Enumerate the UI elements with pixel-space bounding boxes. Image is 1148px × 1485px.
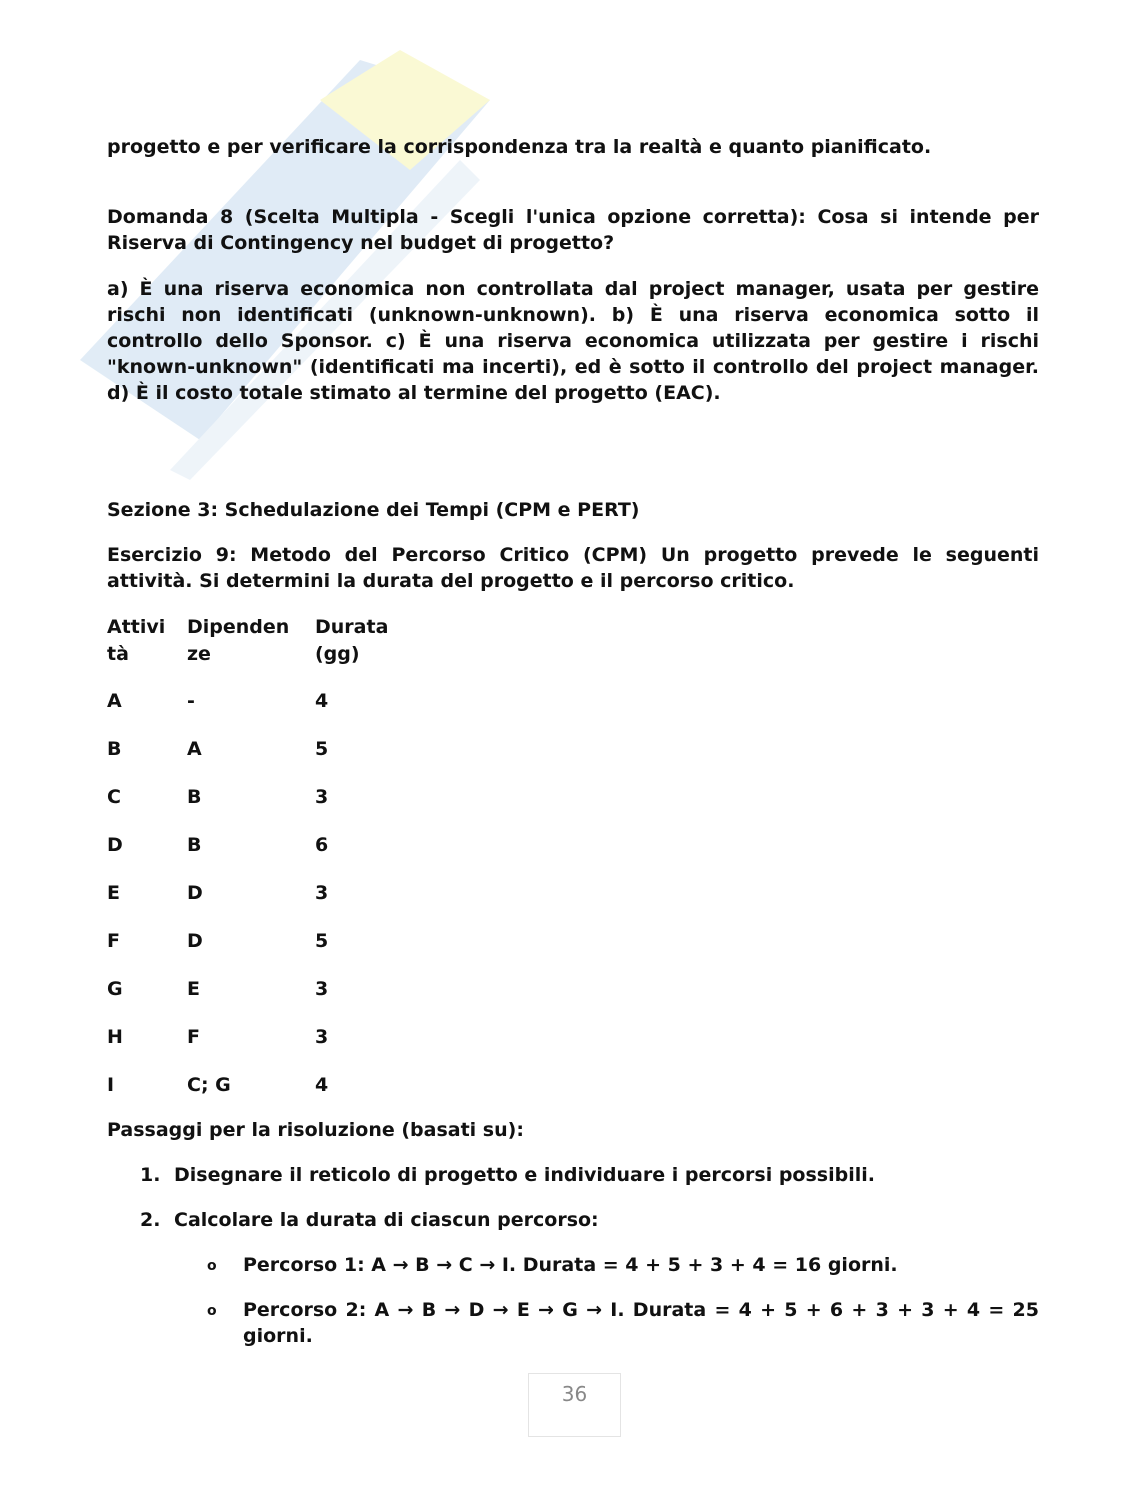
- table-cell: C: [107, 786, 121, 808]
- table-cell: A: [107, 690, 122, 712]
- table-cell: G: [107, 978, 123, 1000]
- table-header-cell: Attivi: [107, 616, 166, 638]
- table-header-cell: (gg): [315, 643, 360, 665]
- table-cell: 5: [315, 738, 329, 760]
- table-cell: B: [107, 738, 122, 760]
- table-cell: B: [187, 786, 202, 808]
- table-cell: 3: [315, 1026, 329, 1048]
- table-cell: -: [187, 690, 195, 712]
- watermark-logo: [60, 40, 540, 480]
- table-cell: E: [187, 978, 200, 1000]
- question-8: Domanda 8 (Scelta Multipla - Scegli l'unica opzione corretta): Cosa si intende per Riserva di Contingency nel budget di progetto?: [107, 206, 1039, 254]
- table-cell: D: [187, 882, 203, 904]
- bullet-icon: o: [207, 1258, 217, 1274]
- table-cell: F: [107, 930, 120, 952]
- bullet-icon: o: [207, 1303, 217, 1319]
- steps-title: Passaggi per la risoluzione (basati su):: [107, 1119, 524, 1141]
- exercise-9: Esercizio 9: Metodo del Percorso Critico (CPM) Un progetto prevede le seguenti attività. Si determini la durata del progetto e il percorso critico.: [107, 544, 1039, 592]
- table-header-cell: Dipenden: [187, 616, 290, 638]
- table-cell: 4: [315, 1074, 329, 1096]
- table-cell: E: [107, 882, 120, 904]
- table-cell: 3: [315, 786, 329, 808]
- table-header-cell: Durata: [315, 616, 389, 638]
- table-cell: D: [107, 834, 123, 856]
- page-number: 36: [561, 1382, 588, 1406]
- path-item: Percorso 1: A → B → C → I. Durata = 4 + 5 + 3 + 4 = 16 giorni.: [243, 1254, 898, 1276]
- path-item: Percorso 2: A → B → D → E → G → I. Durata = 4 + 5 + 6 + 3 + 3 + 4 = 25 giorni.: [243, 1299, 1039, 1347]
- table-cell: D: [187, 930, 203, 952]
- table-cell: I: [107, 1074, 115, 1096]
- table-cell: F: [187, 1026, 200, 1048]
- table-header-cell: ze: [187, 643, 211, 665]
- table-cell: A: [187, 738, 202, 760]
- table-cell: 6: [315, 834, 329, 856]
- step-text: Disegnare il reticolo di progetto e individuare i percorsi possibili.: [174, 1164, 875, 1186]
- table-cell: 3: [315, 978, 329, 1000]
- table-header-cell: tà: [107, 643, 129, 665]
- question-8-options: a) È una riserva economica non controllata dal project manager, usata per gestire rischi non identificati (unknown-unknown). b) È una riserva economica sotto il controllo dello Sponsor. c) È una riserva economica utilizzata per gestire i rischi "known-unknown" (identificati ma incerti), ed è sotto il controllo del project manager. d) È il costo totale stimato al termine del progetto (EAC).: [107, 278, 1039, 404]
- table-cell: H: [107, 1026, 123, 1048]
- step-number: 2.: [140, 1209, 161, 1231]
- table-cell: 3: [315, 882, 329, 904]
- step-number: 1.: [140, 1164, 161, 1186]
- section-heading: Sezione 3: Schedulazione dei Tempi (CPM e PERT): [107, 499, 640, 521]
- step-text: Calcolare la durata di ciascun percorso:: [174, 1209, 599, 1231]
- table-cell: 5: [315, 930, 329, 952]
- page-number-box: [528, 1373, 621, 1437]
- table-cell: 4: [315, 690, 329, 712]
- table-cell: C; G: [187, 1074, 231, 1096]
- table-cell: B: [187, 834, 202, 856]
- paragraph-continuation: progetto e per verificare la corrispondenza tra la realtà e quanto pianificato.: [107, 136, 932, 158]
